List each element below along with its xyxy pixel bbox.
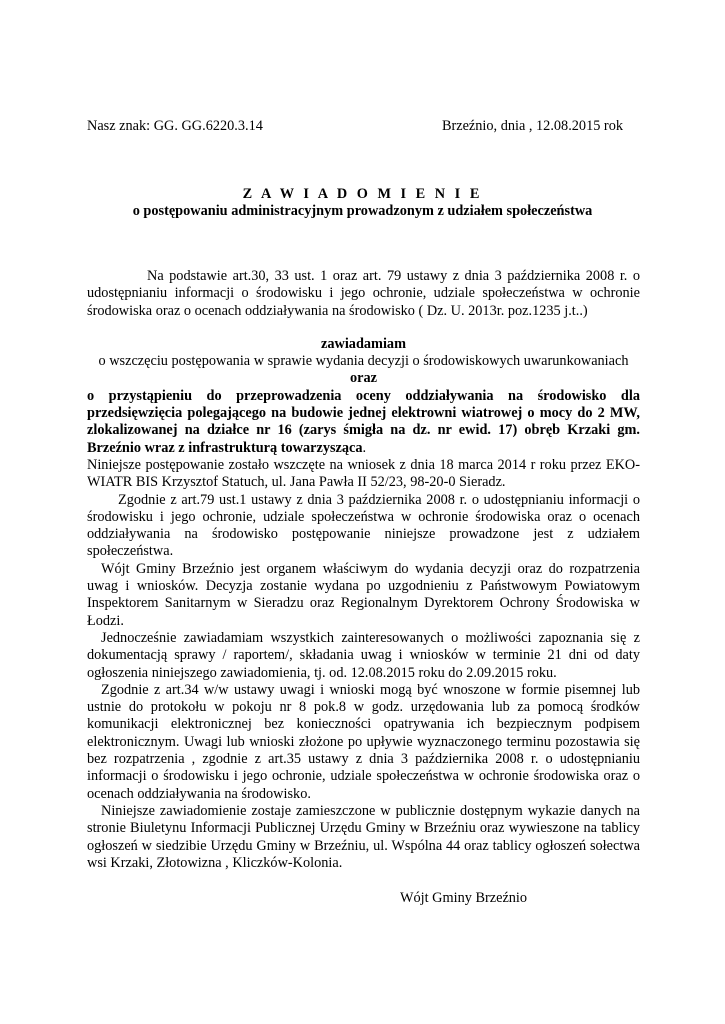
reference-number: Nasz znak: GG. GG.6220.3.14	[87, 118, 263, 134]
document-subtitle: o postępowaniu administracyjnym prowadzonym z udziałem społeczeństwa	[132, 203, 593, 219]
public-participation-paragraph: Zgodnie z art.79 ust.1 ustawy z dnia 3 października 2008 r. o udostępnianiu informacji o środowisku i jego ochronie, udziale społeczeństwa w ochronie środowiska oraz o ocenach oddziaływania na środowisko postępowanie niniejsze prowadzone jest z udziałem społeczeństwa.	[87, 491, 640, 560]
submission-rules-paragraph: Zgodnie z art.34 w/w ustawy uwagi i wnioski mogą być wnoszone w formie pisemnej lub ustnie do protokołu w pokoju nr 8 pok.8 w godz. urzędowania lub za pomocą środków komunikacji elektronicznej bez konieczności opatrywania ich bezpiecznym podpisem elektronicznym. Uwagi lub wnioski złożone po upływie wyznaczonego terminu pozostawia się bez rozpatrzenia , zgodnie z art.35 ustawy z dnia 3 października 2008 r. o udostępnianiu informacji o środowisku i jego ochronie, udziale społeczeństwa w ochronie środowiska oraz o ocenach oddziaływania na środowisko.	[87, 681, 640, 802]
document-title: Z A W I A D O M I E N I E	[242, 186, 483, 202]
assessment-end: .	[362, 439, 367, 456]
signature: Wójt Gminy Brzeźnio	[400, 890, 528, 906]
commencement-line: o wszczęciu postępowania w sprawie wydania decyzji o środowiskowych uwarunkowaniach	[98, 353, 629, 370]
document-header	[87, 118, 623, 138]
document-body	[87, 268, 640, 872]
documentation-access-paragraph: Jednocześnie zawiadamiam wszystkich zainteresowanych o możliwości zapoznania się z dokumentacją sprawy / raportem/, składania uwag i wniosków w terminie 21 dni od daty ogłoszenia niniejszego zawiadomienia, tj. od. 12.08.2015 roku do 2.09.2015 roku.	[87, 629, 640, 681]
and-word: oraz	[350, 370, 377, 387]
spacer	[87, 320, 640, 336]
place-and-date: Brzeźnio, dnia , 12.08.2015 rok	[441, 118, 623, 134]
publication-paragraph: Niniejsze zawiadomienie zostaje zamieszczone w publicznie dostępnym wykazie danych na stronie Biuletynu Informacji Publicznej Urzędu Gminy w Brzeźniu oraz wywieszone na tablicy ogłoszeń w siedzibie Urzędu Gminy w Brzeźniu, ul. Wspólna 44 oraz tablicy ogłoszeń sołectwa wsi Krzaki, Złotowizna , Kliczków-Kolonia.	[87, 802, 640, 871]
notify-heading: zawiadamiam	[321, 335, 406, 352]
application-paragraph: Niniejsze postępowanie zostało wszczęte na wniosek z dnia 18 marca 2014 r roku przez EKO-WIATR BIS Krzysztof Statuch, ul. Jana Pawła II 52/23, 98-20-0 Sieradz.	[87, 456, 640, 491]
assessment-paragraph	[87, 388, 640, 457]
legal-basis-paragraph: Na podstawie art.30, 33 ust. 1 oraz art. 79 ustawy z dnia 3 października 2008 r. o udostępnianiu informacji o środowisku i jego ochronie, udziale społeczeństwa w ochronie środowiska oraz o ocenach oddziaływania na środowisko ( Dz. U. 2013r. poz.1235 j.t..)	[87, 268, 640, 319]
competent-authority-paragraph: Wójt Gminy Brzeźnio jest organem właściwym do wydania decyzji oraz do rozpatrzenia uwag i wniosków. Decyzja zostanie wydana po uzgodnieniu z Państwowym Powiatowym Inspektorem Sanitarnym w Sieradzu oraz Regionalnym Dyrektorem Ochrony Środowiska w Łodzi.	[87, 560, 640, 629]
assessment-bold-text: o przystąpieniu do przeprowadzenia oceny oddziaływania na środowisko dla przedsięwzięcia polegającego na budowie jednej elektrowni wiatrowej o mocy do 2 MW, zlokalizowanej na działce nr 16 (zarys śmigła na dz. nr ewid. 17) obręb Krzaki gm. Brzeźnio wraz z infrastrukturą towarzysząca	[87, 387, 640, 456]
